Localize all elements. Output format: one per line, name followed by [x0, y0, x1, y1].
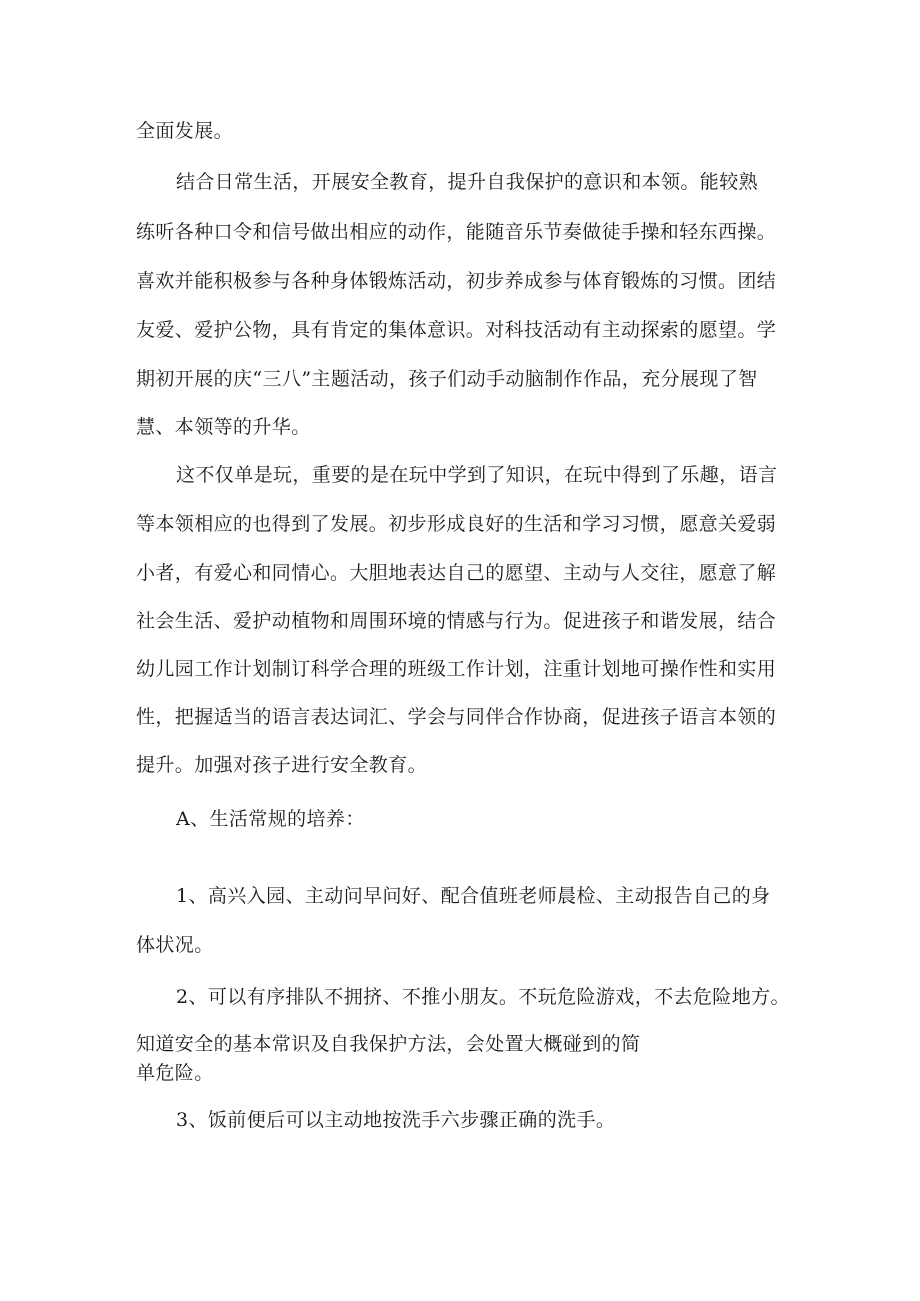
text-line-20: 单危险。 — [136, 1062, 214, 1084]
text-line-3: 练听各种口令和信号做出相应的动作，能随音乐节奏做徒手操和轻东西操。 — [136, 221, 777, 243]
text-line-14: 提升。加强对孩子进行安全教育。 — [136, 754, 428, 776]
section-heading: A、生活常规的培养： — [176, 808, 365, 830]
text-line-9: 等本领相应的也得到了发展。初步形成良好的生活和学习习惯，愿意关爱弱 — [136, 513, 777, 535]
text-line-12: 幼儿园工作计划制订科学合理的班级工作计划，注重计划地可操作性和实用 — [136, 658, 777, 680]
text-line-8: 这不仅单是玩，重要的是在玩中学到了知识，在玩中得到了乐趣，语言 — [176, 464, 778, 486]
text-line-6: 期初开展的庆“三八”主题活动，孩子们动手动脑制作作品，充分展现了智 — [136, 368, 758, 390]
text-line-11: 社会生活、爱护动植物和周围环境的情感与行为。促进孩子和谐发展，结合 — [136, 610, 777, 632]
text-line-13: 性，把握适当的语言表达词汇、学会与同伴合作协商，促进孩子语言本领的 — [136, 706, 777, 728]
text-line-10: 小者，有爱心和同情心。大胆地表达自己的愿望、主动与人交往，愿意了解 — [136, 562, 777, 584]
text-line-4: 喜欢并能积极参与各种身体锻炼活动，初步养成参与体育锻炼的习惯。团结 — [136, 270, 777, 292]
text-line-21: 3、饭前便后可以主动地按洗手六步骤正确的洗手。 — [176, 1109, 616, 1131]
text-line-5: 友爱、爱护公物，具有肯定的集体意识。对科技活动有主动探索的愿望。学 — [136, 319, 777, 341]
text-line-1: 全面发展。 — [136, 120, 234, 142]
text-line-19: 知道安全的基本常识及自我保护方法，会处置大概碰到的简 — [136, 1033, 641, 1055]
text-line-16: 1、高兴入园、主动问早问好、配合值班老师晨检、主动报告自己的身 — [176, 885, 771, 907]
text-line-17: 体状况。 — [136, 934, 214, 956]
text-line-2: 结合日常生活，开展安全教育，提升自我保护的意识和本领。能较熟 — [176, 171, 759, 193]
text-line-18: 2、可以有序排队不拥挤、不推小朋友。不玩危险游戏，不去危险地方。 — [176, 986, 790, 1008]
text-line-7: 慧、本领等的升华。 — [136, 416, 311, 438]
